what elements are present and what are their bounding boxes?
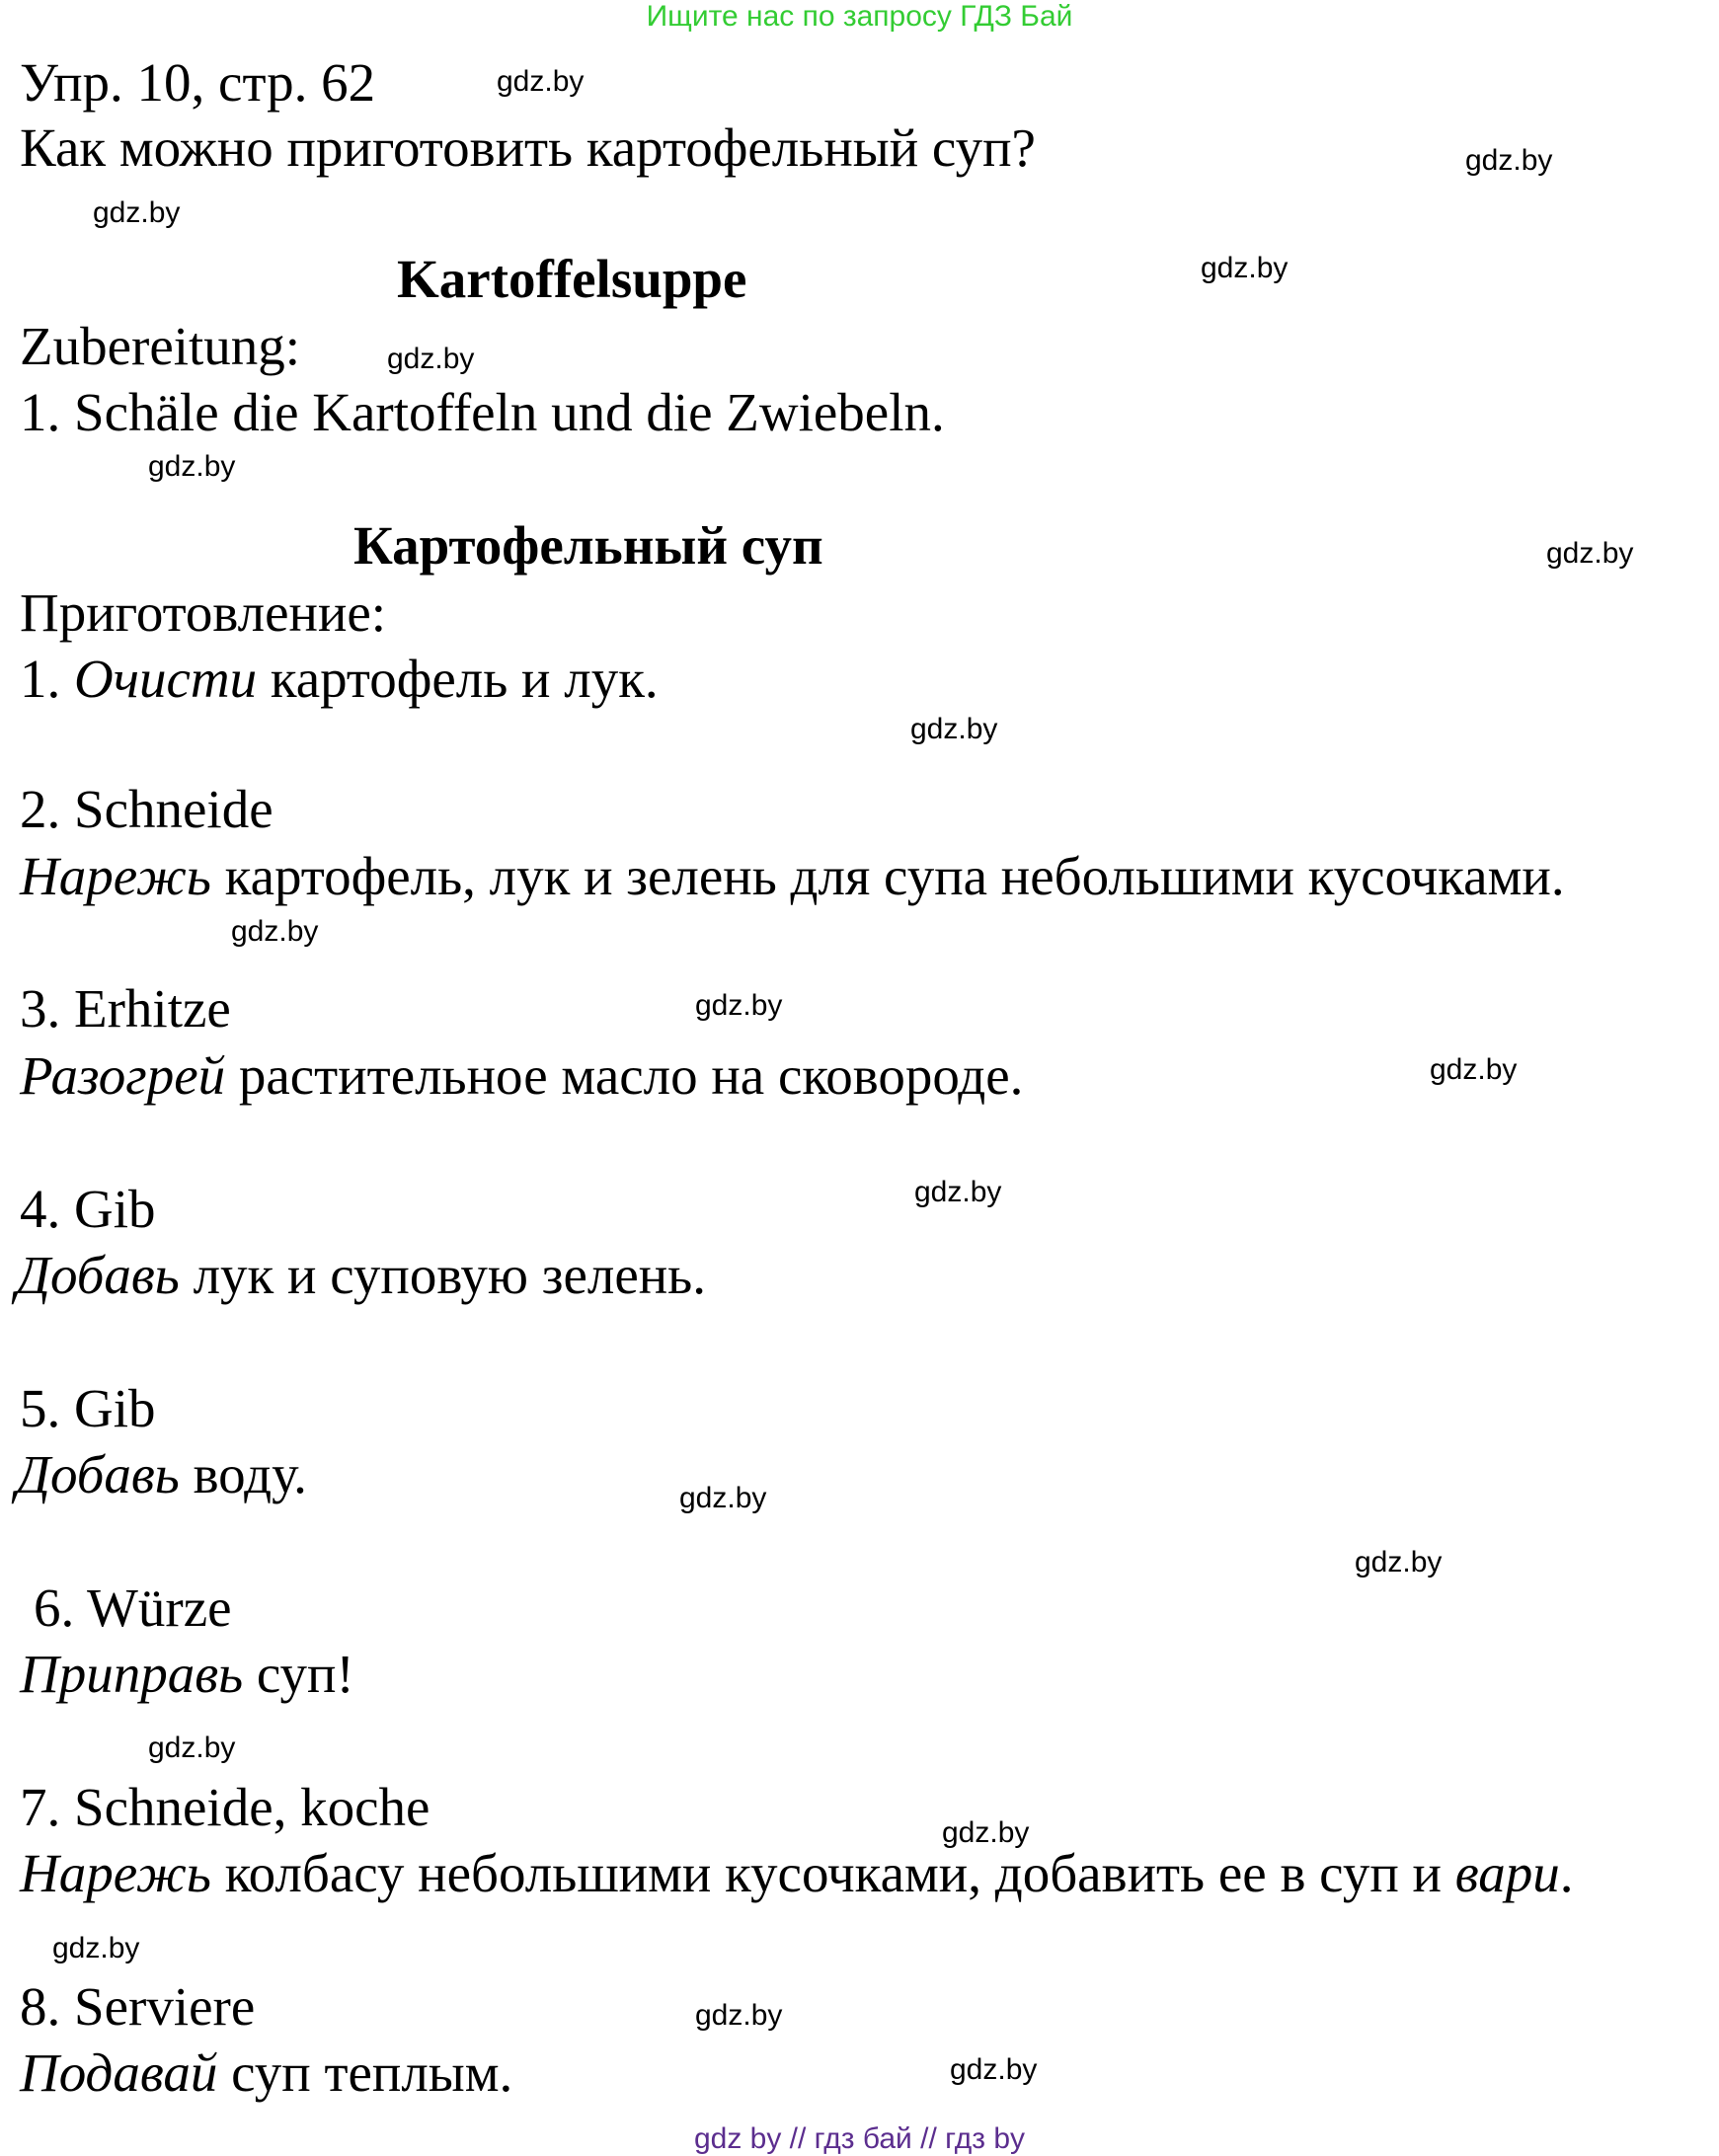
step-text: колбасу небольшими кусочками, добавить ее в суп и (224, 1843, 1442, 1903)
watermark: gdz.by (1546, 537, 1634, 570)
step-text: лук и суповую зелень. (193, 1245, 707, 1305)
step-6-russian (20, 1644, 354, 1704)
watermark: gdz.by (387, 343, 475, 375)
step-verb: Нарежь (20, 1843, 211, 1903)
step-verb: Приправь (20, 1644, 244, 1704)
watermark: gdz.by (148, 450, 236, 483)
step-4-russian (16, 1245, 707, 1305)
watermark: gdz.by (52, 1932, 140, 1964)
step-5-german: 5. Gib (20, 1378, 156, 1438)
watermark: gdz.by (914, 1176, 1002, 1208)
step-verb: Нарежь (20, 846, 211, 906)
watermark: gdz.by (695, 1999, 783, 2032)
watermark: gdz.by (497, 65, 585, 98)
step-7-german: 7. Schneide, koche (20, 1777, 430, 1837)
watermark: gdz.by (942, 1816, 1030, 1849)
step-2-german: 2. Schneide (20, 779, 273, 839)
step-2-russian (20, 846, 1565, 906)
watermark: gdz.by (1465, 144, 1553, 177)
step-verb-2: вари (1454, 1843, 1560, 1903)
step-8-german: 8. Serviere (20, 1976, 256, 2037)
watermark: gdz.by (1355, 1546, 1443, 1578)
footer-links[interactable]: gdz by // гдз бай // гдз by (693, 2122, 1026, 2155)
exercise-reference: Упр. 10, стр. 62 (20, 52, 376, 113)
watermark: gdz.by (93, 196, 181, 229)
question-text: Как можно приготовить картофельный суп? (20, 117, 1036, 178)
top-banner[interactable]: Ищите нас по запросу ГДЗ Бай (646, 0, 1073, 33)
russian-title: Картофельный суп (353, 515, 823, 576)
watermark: gdz.by (1430, 1053, 1518, 1086)
german-section-label: Zubereitung: (20, 316, 301, 376)
step-text: картофель, лук и зелень для супа небольшими кусочками. (224, 846, 1565, 906)
german-title: Kartoffelsuppe (397, 249, 747, 309)
watermark: gdz.by (910, 713, 998, 745)
russian-step-1 (20, 649, 659, 709)
step-6-german: 6. Würze (34, 1578, 232, 1638)
step-verb: Очисти (74, 649, 258, 709)
step-8-russian (20, 2042, 513, 2103)
step-verb: Разогрей (20, 1045, 226, 1106)
step-text: суп теплым. (231, 2042, 513, 2103)
step-3-russian (20, 1045, 1024, 1106)
watermark: gdz.by (1201, 252, 1289, 284)
step-7-russian (20, 1843, 1574, 1903)
step-text: картофель и лук. (270, 649, 659, 709)
watermark: gdz.by (231, 915, 319, 948)
step-text: суп! (256, 1644, 354, 1704)
watermark: gdz.by (148, 1732, 236, 1764)
german-step-1: 1. Schäle die Kartoffeln und die Zwiebeln. (20, 382, 945, 442)
step-text: растительное масло на сковороде. (238, 1045, 1024, 1106)
step-verb: Подавай (20, 2042, 218, 2103)
step-verb: Добавь (16, 1245, 180, 1305)
step-number: 1. (20, 649, 61, 709)
step-end: . (1559, 1843, 1574, 1903)
step-text: воду. (193, 1444, 307, 1504)
step-verb: Добавь (16, 1444, 180, 1504)
step-4-german: 4. Gib (20, 1179, 156, 1239)
watermark: gdz.by (695, 989, 783, 1022)
step-3-german: 3. Erhitze (20, 978, 231, 1039)
watermark: gdz.by (679, 1482, 767, 1514)
russian-section-label: Приготовление: (20, 582, 387, 643)
watermark: gdz.by (950, 2053, 1038, 2086)
step-5-russian (16, 1444, 307, 1504)
